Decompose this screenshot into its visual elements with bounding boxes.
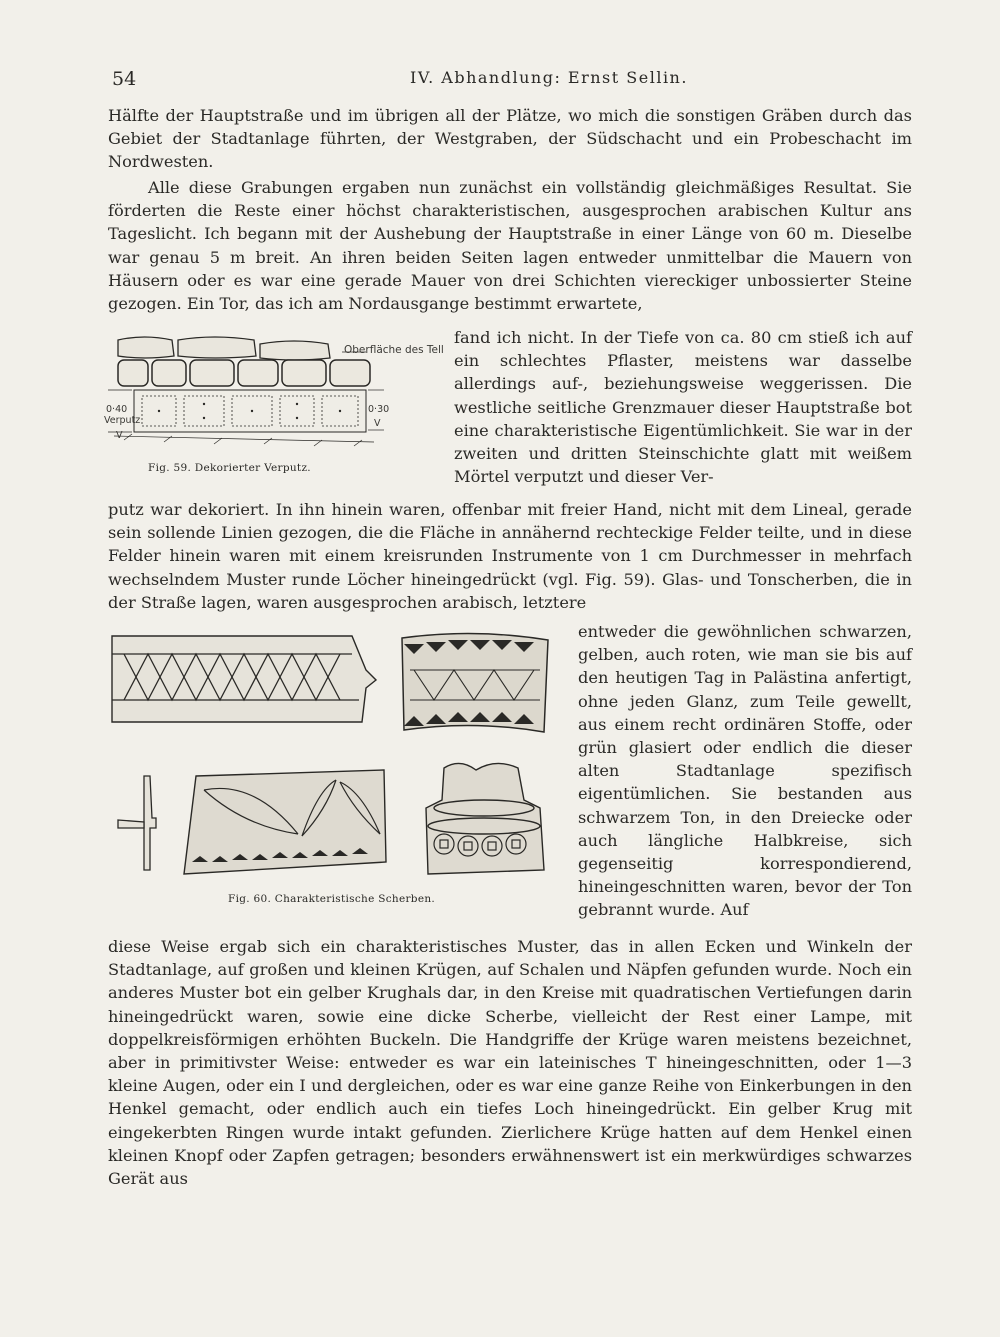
sherd-leaves: [184, 770, 386, 874]
paragraph-2-end-text: diese Weise ergab sich ein charakteristisches Muster, das in allen Ecken und Winkeln der Stadtanlage, auf großen und kleinen Krügen, auf Schalen und Näpfen gefunden wurde. Noch ein anderes Muster bot ein gelber Krughals dar, in den Kreise mit quadratischen Vertiefungen darin hineingedrückt waren, sowie eine dicke Scherbe, vielleicht der Rest einer Lampe, mit doppelkreisförmigen erhöhten Buckeln. Die Handgriffe der Krüge waren meistens bezeichnet, aber in primitivster Weise: entweder es war ein lateinisches T hineingeschnitten, oder 1—3 kleine Augen, oder ein I und dergleichen, oder es war eine ganze Reihe von Einkerbungen in den Henkel gemacht, oder endlich auch ein tiefes Loch hineingedrückt. Ein gelber Krug mit eingekerbten Ringen wurde intakt gefunden. Zierlichere Krüge hatten auf dem Henkel einen kleinen Knopf oder Zapfen getragen; besonders erwähnenswert ist ein merkwürdiges schwarzes Gerät aus: [108, 937, 912, 1189]
paragraph-2-side: [454, 326, 912, 488]
figure-60: [104, 630, 574, 915]
paragraph-2-side-2-text: entweder die gewöhnlichen schwarzen, gelben, auch roten, wie man sie bis auf den heutigen Tag in Palästina anfertigt, ohne jeden Glanz, zum Teile gewellt, aus einem recht ordinären Stoffe, oder grün glasiert oder endlich die dieser alten Stadtanlage spezifisch eigentümlichen. Sie bestanden aus schwarzem Ton, in den Dreiecke oder auch längliche Halbkreise, sich gegenseitig korrespondierend, hineingeschnitten waren, bevor der Ton gebrannt wurde. Auf: [578, 622, 912, 920]
fig59-label-surface: Oberfläche des Tell: [344, 344, 444, 356]
sherd-bar: [112, 636, 376, 722]
paragraph-2-continued-text: putz war dekoriert. In ihn hinein waren, offenbar mit freier Hand, nicht mit dem Lineal, gerade sein sollende Linien gezogen, die die Fläche in annähernd rechteckige Felder teilte, und in diese Felder hinein waren mit einem kreisrunden Instrumente von 1 cm Durchmesser in mehrfach wechselndem Muster runde Löcher hineingedrückt (vgl. Fig. 59). Glas- und Tonscherben, die in der Straße lagen, waren ausgesprochen arabisch, letztere: [108, 500, 912, 612]
paragraph-1-text: Hälfte der Hauptstraße und im übrigen all der Plätze, wo mich die sonstigen Gräben durch das Gebiet der Stadtanlage führten, der Westgraben, der Südschacht und ein Probeschacht im Nordwesten.: [108, 106, 912, 172]
sherd-handle-profile: [118, 776, 156, 870]
figure-60-drawing: [104, 630, 574, 890]
paragraph-2-side-text: fand ich nicht. In der Tiefe von ca. 80 cm stieß ich auf ein schlechtes Pflaster, meistens war dasselbe allerdings auf-, beziehungsweise weggerissen. Die westliche seitliche Grenzmauer dieser Hauptstraße bot eine charakteristische Eigentümlichkeit. Sie war in der zweiten und dritten Steinschichte glatt mit weißem Mörtel verputzt und dieser Ver-: [454, 328, 912, 487]
paragraph-2-text: Alle diese Grabungen ergaben nun zunächst ein vollständig gleichmäßiges Resultat. Sie förderten die Reste einer höchst charakteristischen, ausgesprochen arabischen Kultur ans Tageslicht. Ich begann mit der Aushebung der Hauptstraße in einer Länge von 60 m. Dieselbe war genau 5 m breit. An ihren beiden Seiten lagen entweder unmittelbar die Mauern von Häusern oder es war eine gerade Mauer von drei Schichten viereckiger unbossierter Steine gezogen. Ein Tor, das ich am Nordausgange bestimmt erwartete,: [108, 178, 912, 314]
fig59-label-v1: V: [374, 418, 381, 429]
figure-60-caption: Fig. 60. Charakteristische Scherben.: [228, 893, 436, 905]
paragraph-2-continued: [108, 498, 912, 614]
page-header: [108, 68, 910, 98]
sherd-vessel-rim: [402, 633, 548, 732]
fig59-label-v2: V: [116, 430, 123, 441]
fig59-label-right-measure: 0·30: [368, 404, 390, 415]
paragraph-2-end: [108, 935, 912, 1190]
fig59-label-left-measure: 0·40: [106, 404, 128, 415]
page-number: 54: [112, 68, 137, 90]
running-title: IV. Abhandlung: Ernst Sellin.: [410, 68, 688, 87]
sherd-jug-neck: [426, 763, 544, 874]
fig59-label-left-name: Verputz: [104, 415, 141, 426]
paragraph-1: [108, 104, 912, 174]
figure-59: [104, 330, 444, 480]
paragraph-2-side-2: [578, 620, 912, 922]
paragraph-2: [108, 176, 912, 315]
figure-59-caption: Fig. 59. Dekorierter Verputz.: [148, 462, 311, 474]
